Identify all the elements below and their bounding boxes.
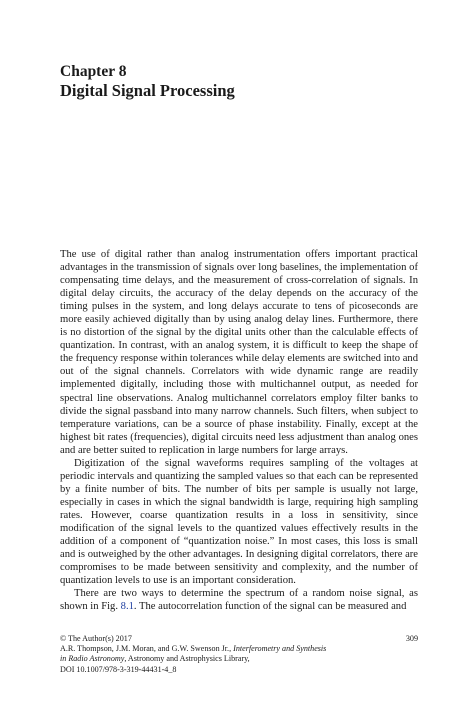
citation-book-title-2: in Radio Astronomy bbox=[60, 654, 125, 664]
citation-book-title-1: Interferometry and Synthesis bbox=[233, 644, 327, 654]
paragraph-spectrum bbox=[60, 587, 418, 613]
copyright-notice: © The Author(s) 2017 bbox=[60, 634, 132, 643]
chapter-title: Digital Signal Processing bbox=[60, 81, 235, 100]
citation-authors: A.R. Thompson, J.M. Moran, and G.W. Swenson Jr., bbox=[60, 644, 234, 654]
paragraph-spectrum-text-start: There are two ways to determine the spectrum of a random noise signal, as shown in Fig. bbox=[60, 588, 418, 613]
doi-link[interactable]: DOI 10.1007/978-3-319-44431-4_8 bbox=[60, 664, 177, 674]
paragraph-intro: The use of digital rather than analog instrumentation offers important practical advantages in the transmission of signals over long baselines, the implementation of compensating time delays, and the measurement of cross-correlation of signals. In digital delay circuits, the accuracy of the delay depends on the accuracy of the timing pulses in the system, and long delays accurate to tens of picoseconds are more easily achieved digitally than by using analog delay lines. Furthermore, there is no distortion of the signal by the digital units other than the calculable effects of quantization. In contrast, with an analog system, it is difficult to keep the shape of the frequency response within tolerances while delay elements are switched into and out of the signal channels. Correlators with wide dynamic range are readily implemented digitally, including those with multichannel output, as needed for spectral line observations. Analog multichannel correlators employ filter banks to divide the signal passband into many narrow channels. Such filters, when subject to temperature variations, can be a source of phase instability. Finally, except at the highest bit rates (frequencies), digital circuits need less adjustment than analog ones and are better suited to replication in large numbers for large arrays. bbox=[60, 249, 418, 456]
paragraph-spectrum-text-end: . The autocorrelation function of the signal can be measured and bbox=[133, 601, 407, 613]
page-footer bbox=[60, 634, 418, 675]
page-number: 309 bbox=[405, 634, 418, 643]
paragraph-digitization: Digitization of the signal waveforms requires sampling of the voltages at periodic intervals and quantizing the sampled values so that each can be represented by a finite number of bits. The number of bits per sample is usually not large, especially in cases in which the signal bandwidth is large, requiring high sampling rates. However, coarse quantization results in a loss in sensitivity, since modification of the signal levels to the quantized values effectively results in the addition of a component of “quantization noise.” In most cases, this loss is small and is outweighed by the other advantages. In designing digital correlators, there are compromises to be made between sensitivity and complexity, and the number of quantization levels to use is an important consideration. bbox=[60, 457, 418, 587]
body-text bbox=[60, 248, 418, 613]
chapter-label: Chapter 8 bbox=[60, 63, 127, 80]
citation-line-2 bbox=[60, 654, 418, 664]
figure-reference-link[interactable]: 8.1 bbox=[120, 601, 134, 613]
citation-series: , Astronomy and Astrophysics Library, bbox=[124, 654, 250, 664]
citation-line-1 bbox=[60, 644, 418, 654]
